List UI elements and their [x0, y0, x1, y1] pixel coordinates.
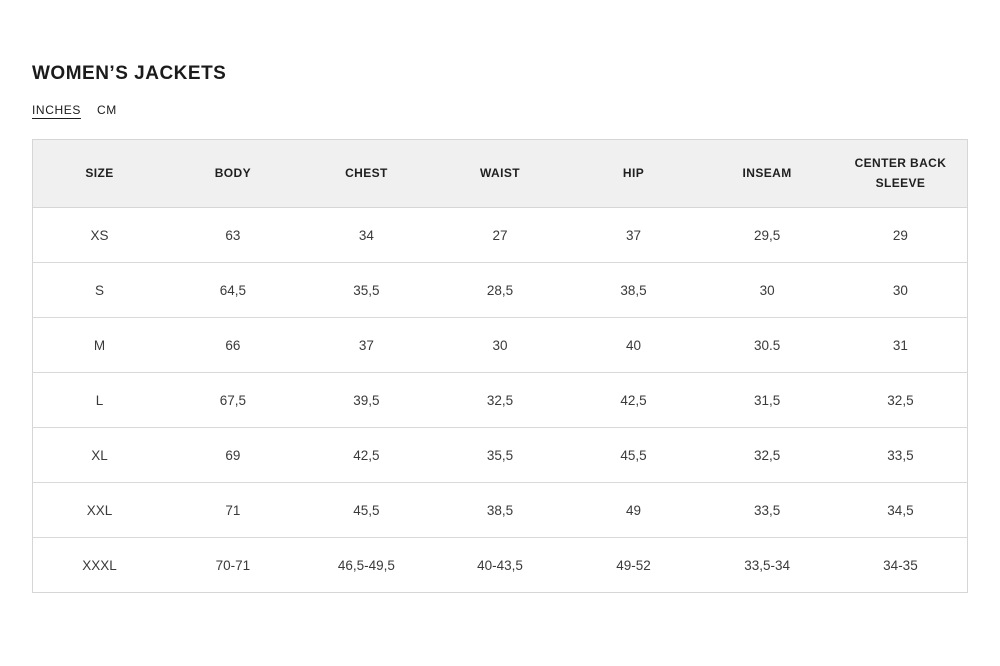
measurement-cell: 63 [166, 208, 300, 263]
measurement-cell: 67,5 [166, 373, 300, 428]
measurement-cell: 70-71 [166, 538, 300, 593]
measurement-cell: 33,5-34 [700, 538, 834, 593]
measurement-cell: 27 [433, 208, 567, 263]
unit-tabs [32, 103, 968, 117]
measurement-cell: 49-52 [567, 538, 701, 593]
table-row [33, 263, 968, 318]
measurement-cell: 35,5 [433, 428, 567, 483]
measurement-cell: 38,5 [433, 483, 567, 538]
column-header-size: SIZE [33, 140, 167, 208]
unit-tab-inches[interactable]: INCHES [32, 103, 81, 117]
page-title: WOMEN’S JACKETS [32, 63, 227, 84]
measurement-cell: 66 [166, 318, 300, 373]
size-chart-body [33, 208, 968, 593]
measurement-cell: 39,5 [300, 373, 434, 428]
measurement-cell: 38,5 [567, 263, 701, 318]
measurement-cell: 71 [166, 483, 300, 538]
size-label-cell: XXXL [33, 538, 167, 593]
measurement-cell: 30.5 [700, 318, 834, 373]
column-header-inseam: INSEAM [700, 140, 834, 208]
measurement-cell: 33,5 [834, 428, 968, 483]
measurement-cell: 30 [433, 318, 567, 373]
table-row [33, 428, 968, 483]
measurement-cell: 28,5 [433, 263, 567, 318]
column-header-body: BODY [166, 140, 300, 208]
measurement-cell: 31,5 [700, 373, 834, 428]
measurement-cell: 42,5 [567, 373, 701, 428]
size-label-cell: M [33, 318, 167, 373]
measurement-cell: 34-35 [834, 538, 968, 593]
measurement-cell: 30 [834, 263, 968, 318]
measurement-cell: 29,5 [700, 208, 834, 263]
measurement-cell: 45,5 [300, 483, 434, 538]
measurement-cell: 32,5 [834, 373, 968, 428]
table-row [33, 483, 968, 538]
header-row [33, 140, 968, 208]
column-header-hip: HIP [567, 140, 701, 208]
table-row [33, 373, 968, 428]
table-row [33, 538, 968, 593]
size-label-cell: S [33, 263, 167, 318]
measurement-cell: 32,5 [433, 373, 567, 428]
column-header-waist: WAIST [433, 140, 567, 208]
size-chart-table [32, 139, 968, 593]
measurement-cell: 40-43,5 [433, 538, 567, 593]
measurement-cell: 49 [567, 483, 701, 538]
measurement-cell: 69 [166, 428, 300, 483]
measurement-cell: 37 [300, 318, 434, 373]
measurement-cell: 64,5 [166, 263, 300, 318]
measurement-cell: 37 [567, 208, 701, 263]
table-row [33, 318, 968, 373]
size-label-cell: L [33, 373, 167, 428]
measurement-cell: 40 [567, 318, 701, 373]
measurement-cell: 30 [700, 263, 834, 318]
size-chart-header [33, 140, 968, 208]
table-row [33, 208, 968, 263]
measurement-cell: 42,5 [300, 428, 434, 483]
measurement-cell: 46,5-49,5 [300, 538, 434, 593]
size-label-cell: XL [33, 428, 167, 483]
column-header-center-back-sleeve: CENTER BACK SLEEVE [834, 140, 968, 208]
measurement-cell: 35,5 [300, 263, 434, 318]
measurement-cell: 45,5 [567, 428, 701, 483]
measurement-cell: 34,5 [834, 483, 968, 538]
measurement-cell: 29 [834, 208, 968, 263]
measurement-cell: 32,5 [700, 428, 834, 483]
column-header-chest: CHEST [300, 140, 434, 208]
measurement-cell: 34 [300, 208, 434, 263]
unit-tab-cm[interactable]: CM [96, 103, 117, 117]
size-label-cell: XXL [33, 483, 167, 538]
size-label-cell: XS [33, 208, 167, 263]
measurement-cell: 31 [834, 318, 968, 373]
measurement-cell: 33,5 [700, 483, 834, 538]
